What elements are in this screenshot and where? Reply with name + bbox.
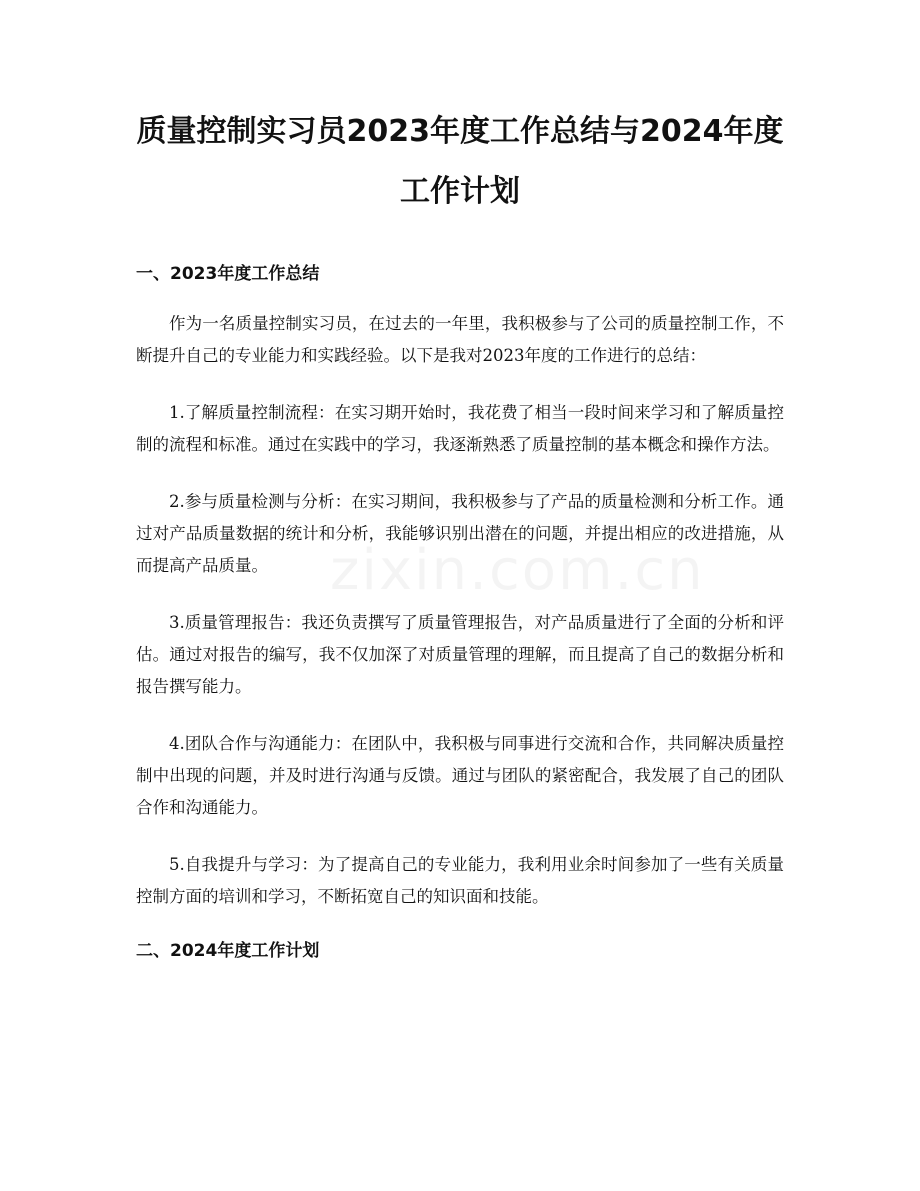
summary-item-3: 3.质量管理报告：我还负责撰写了质量管理报告，对产品质量进行了全面的分析和评估。通过对报告的编写，我不仅加深了对质量管理的理解，而且提高了自己的数据分析和报告撰写能力。 [136, 613, 784, 696]
summary-item-4: 4.团队合作与沟通能力：在团队中，我积极与同事进行交流和合作，共同解决质量控制中出现的问题，并及时进行沟通与反馈。通过与团队的紧密配合，我发展了自己的团队合作和沟通能力。 [136, 734, 784, 817]
summary-item-2: 2.参与质量检测与分析：在实习期间，我积极参与了产品的质量检测和分析工作。通过对产品质量数据的统计和分析，我能够识别出潜在的问题，并提出相应的改进措施，从而提高产品质量。 [136, 492, 784, 575]
document-title: 质量控制实习员2023年度工作总结与2024年度工作计划 [136, 114, 784, 209]
section-heading-2024-plan: 二、2024年度工作计划 [136, 941, 320, 961]
summary-item-5: 5.自我提升与学习：为了提高自己的专业能力，我利用业余时间参加了一些有关质量控制方面的培训和学习，不断拓宽自己的知识面和技能。 [136, 855, 784, 906]
summary-item-1: 1.了解质量控制流程：在实习期开始时，我花费了相当一段时间来学习和了解质量控制的流程和标准。通过在实践中的学习，我逐渐熟悉了质量控制的基本概念和操作方法。 [136, 403, 784, 454]
intro-paragraph: 作为一名质量控制实习员，在过去的一年里，我积极参与了公司的质量控制工作，不断提升自己的专业能力和实践经验。以下是我对2023年度的工作进行的总结： [136, 314, 784, 365]
section-heading-2023-summary: 一、2023年度工作总结 [136, 264, 320, 284]
